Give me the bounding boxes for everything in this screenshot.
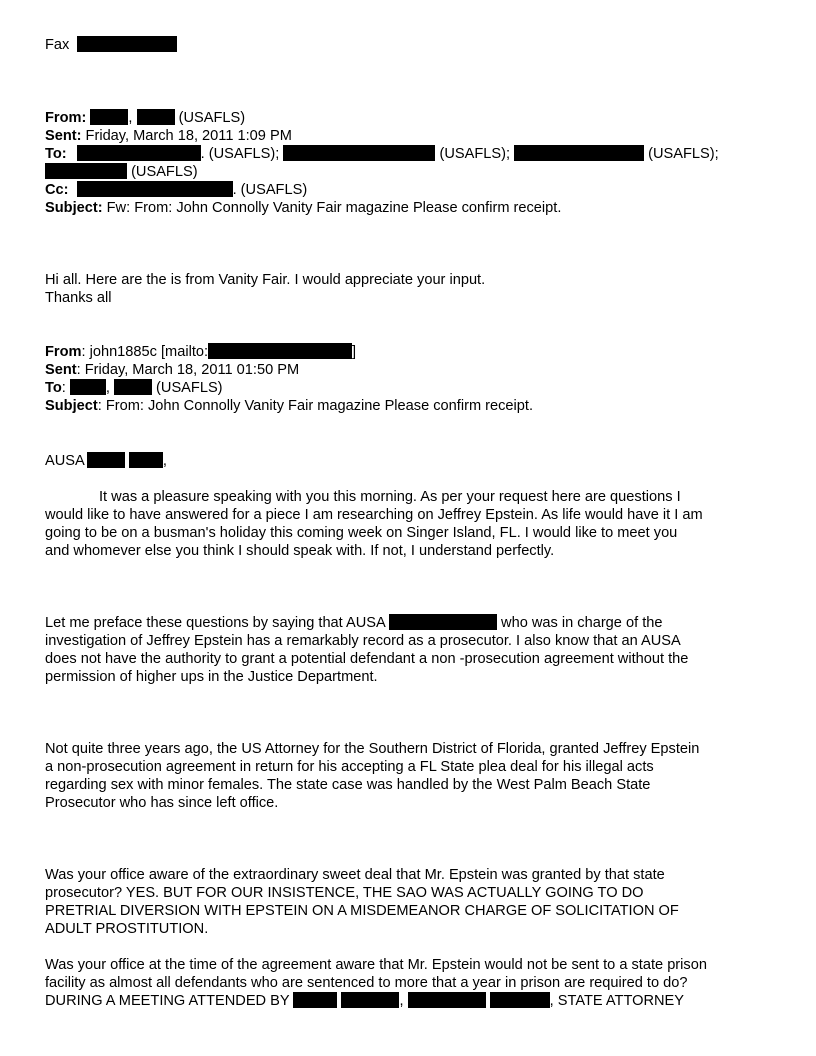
email1-from-suffix: (USAFLS) bbox=[178, 110, 246, 126]
redaction-box bbox=[490, 992, 550, 1008]
salutation-prefix: AUSA bbox=[45, 453, 85, 469]
email1-subject-value: Fw: From: John Connolly Vanity Fair magazine Please confirm receipt. bbox=[106, 200, 562, 216]
p1-line4: and whomever else you think I should speak with. If not, I understand perfectly. bbox=[45, 543, 555, 559]
p2-line1-prefix: Let me preface these questions by saying that AUSA bbox=[45, 615, 385, 631]
redaction-box bbox=[283, 145, 435, 161]
p4-line3: PRETRIAL DIVERSION WITH EPSTEIN ON A MISDEMEANOR CHARGE OF SOLICITATION OF bbox=[45, 903, 679, 919]
email2-to-suffix: (USAFLS) bbox=[156, 380, 223, 396]
email1-to-part3: (USAFLS); bbox=[648, 146, 719, 162]
email1-to-line2 bbox=[45, 163, 198, 181]
p3-line2: a non-prosecution agreement in return for his accepting a FL State plea deal for his illegal acts bbox=[45, 759, 654, 775]
email1-to-label: To: bbox=[45, 146, 67, 162]
salutation-suffix: , bbox=[162, 453, 167, 469]
email2-from-line bbox=[45, 343, 356, 361]
email1-to-part1: . (USAFLS); bbox=[200, 146, 280, 162]
redaction-box bbox=[70, 379, 106, 395]
redaction-box bbox=[77, 36, 177, 52]
email1-to-part2: (USAFLS); bbox=[439, 146, 510, 162]
email2-from-value: : john1885c [mailto: bbox=[81, 344, 209, 360]
p4-line2: prosecutor? YES. BUT FOR OUR INSISTENCE, THE SAO WAS ACTUALLY GOING TO DO bbox=[45, 885, 644, 901]
email2-to-colon: : bbox=[61, 380, 66, 396]
email1-to-part4: (USAFLS) bbox=[131, 164, 198, 180]
email2-from-label: From bbox=[45, 344, 82, 360]
p5-line3 bbox=[45, 992, 684, 1010]
redaction-box bbox=[45, 163, 127, 179]
body1-line2: Thanks all bbox=[45, 290, 112, 306]
fax-label: Fax bbox=[45, 37, 70, 53]
email1-sent-label: Sent: bbox=[45, 128, 82, 144]
p1-line2: would like to have answered for a piece I am researching on Jeffrey Epstein. As life would have it I am bbox=[45, 507, 703, 523]
redaction-box bbox=[293, 992, 337, 1008]
email1-cc-suffix: . (USAFLS) bbox=[232, 182, 308, 198]
p2-line1-suffix: who was in charge of the bbox=[501, 615, 663, 631]
redaction-box bbox=[389, 614, 497, 630]
email2-to-label: To bbox=[45, 380, 62, 396]
p3-line1: Not quite three years ago, the US Attorney for the Southern District of Florida, granted Jeffrey Epstein bbox=[45, 741, 700, 757]
p2-line4: permission of higher ups in the Justice Department. bbox=[45, 669, 378, 685]
email1-from-label: From: bbox=[45, 110, 87, 126]
redaction-box bbox=[87, 452, 125, 468]
redaction-box bbox=[514, 145, 644, 161]
p2-line2: investigation of Jeffrey Epstein has a remarkably record as a prosecutor. I also know that an AUSA bbox=[45, 633, 681, 649]
email1-cc-label: Cc: bbox=[45, 182, 69, 198]
p3-line4: Prosecutor who has since left office. bbox=[45, 795, 279, 811]
email2-subject-value: : From: John Connolly Vanity Fair magazine Please confirm receipt. bbox=[97, 398, 534, 414]
email2-subject-line bbox=[45, 397, 533, 415]
p4-line1: Was your office aware of the extraordinary sweet deal that Mr. Epstein was granted by that state bbox=[45, 867, 665, 883]
fax-header bbox=[45, 36, 177, 54]
body1-line1: Hi all. Here are the is from Vanity Fair. I would appreciate your input. bbox=[45, 272, 486, 288]
redaction-box bbox=[137, 109, 175, 125]
email1-subject-label: Subject: bbox=[45, 200, 103, 216]
email2-from-close: ] bbox=[352, 344, 357, 360]
email1-to-line bbox=[45, 145, 719, 163]
email1-sent-line bbox=[45, 127, 292, 145]
redaction-box bbox=[341, 992, 399, 1008]
email2-subject-label: Subject bbox=[45, 398, 98, 414]
p3-line3: regarding sex with minor females. The state case was handled by the West Palm Beach State bbox=[45, 777, 651, 793]
redaction-box bbox=[77, 145, 201, 161]
p5-line3-prefix: DURING A MEETING ATTENDED BY bbox=[45, 993, 290, 1009]
redaction-box bbox=[129, 452, 163, 468]
email1-from-line: From: , (USAFLS) bbox=[45, 110, 246, 126]
email2-to-line: To: , (USAFLS) bbox=[45, 380, 223, 396]
p5-line1: Was your office at the time of the agreement aware that Mr. Epstein would not be sent to a state prison bbox=[45, 957, 707, 973]
p2-line3: does not have the authority to grant a potential defendant a non -prosecution agreement without the bbox=[45, 651, 689, 667]
redaction-box bbox=[208, 343, 352, 359]
p5-line3-comma: , bbox=[399, 993, 404, 1009]
p5-line3-suffix: , STATE ATTORNEY bbox=[549, 993, 685, 1009]
salutation bbox=[45, 452, 167, 470]
redaction-box bbox=[408, 992, 486, 1008]
p5-line2: facility as almost all defendants who are sentenced to more that a year in prison are required to do? bbox=[45, 975, 688, 991]
redaction-box bbox=[90, 109, 128, 125]
email1-sent-value: Friday, March 18, 2011 1:09 PM bbox=[85, 128, 292, 144]
p1-line3: going to be on a busman's holiday this coming week on Singer Island, FL. I would like to meet you bbox=[45, 525, 678, 541]
p4-line4: ADULT PROSTITUTION. bbox=[45, 921, 209, 937]
redaction-box bbox=[114, 379, 152, 395]
p2-line1 bbox=[45, 614, 662, 632]
email1-cc-line bbox=[45, 181, 307, 199]
email2-sent-label: Sent bbox=[45, 362, 77, 378]
email1-subject-line bbox=[45, 199, 561, 217]
redaction-box bbox=[77, 181, 233, 197]
email2-sent-line bbox=[45, 361, 299, 379]
email2-sent-value: : Friday, March 18, 2011 01:50 PM bbox=[76, 362, 300, 378]
p1-line1: It was a pleasure speaking with you this morning. As per your request here are questions I bbox=[99, 489, 681, 505]
